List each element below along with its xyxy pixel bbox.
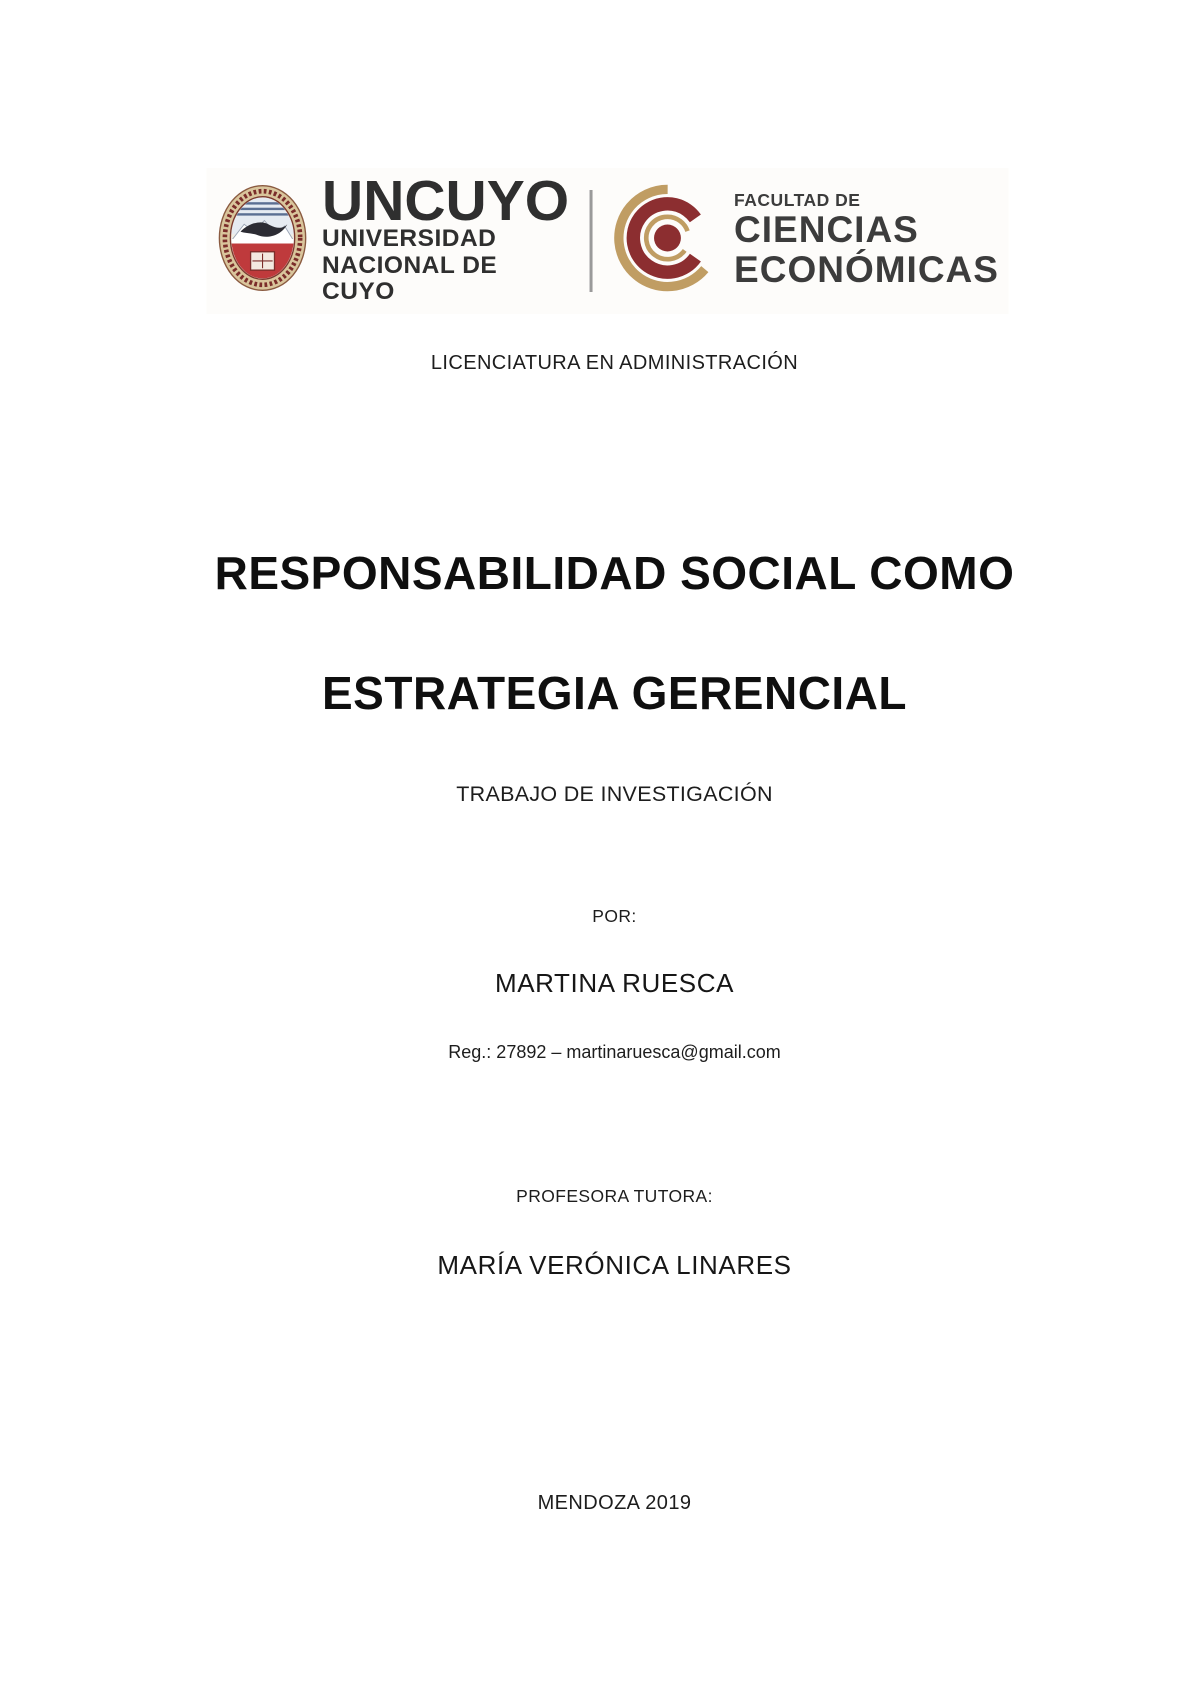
degree-program-line: LICENCIATURA EN ADMINISTRACIÓN — [430, 352, 799, 374]
uncuyo-acronym: UNCUYO — [322, 169, 570, 233]
fce-economicas: ECONÓMICAS — [734, 249, 999, 291]
place-year-footer: MENDOZA 2019 — [537, 1492, 692, 1514]
work-type-subtitle: TRABAJO DE INVESTIGACIÓN — [456, 782, 773, 806]
uncuyo-seal-icon — [216, 182, 308, 299]
fce-ciencias: CIENCIAS — [734, 209, 919, 251]
author-registration-email: Reg.: 27892 – martinaruesca@gmail.com — [448, 1042, 781, 1062]
uncuyo-line2: NACIONAL DE CUYO — [322, 251, 498, 306]
logo-divider — [589, 190, 592, 292]
concentric-c-icon — [606, 178, 732, 303]
author-label: POR: — [592, 906, 637, 926]
uncuyo-line1: UNIVERSIDAD — [322, 225, 497, 253]
author-name: MARTINA RUESCA — [494, 968, 735, 998]
thesis-title-line1: RESPONSABILIDAD SOCIAL COMO — [214, 547, 1015, 599]
thesis-title-line2: ESTRATEGIA GERENCIAL — [321, 667, 908, 719]
fce-facultad-de: FACULTAD DE — [734, 190, 861, 211]
institutional-logo-header — [206, 168, 1009, 314]
tutor-label: PROFESORA TUTORA: — [516, 1186, 713, 1206]
tutor-name: MARÍA VERÓNICA LINARES — [437, 1250, 792, 1280]
uncuyo-wordmark — [322, 169, 570, 306]
fce-wordmark — [734, 191, 999, 290]
